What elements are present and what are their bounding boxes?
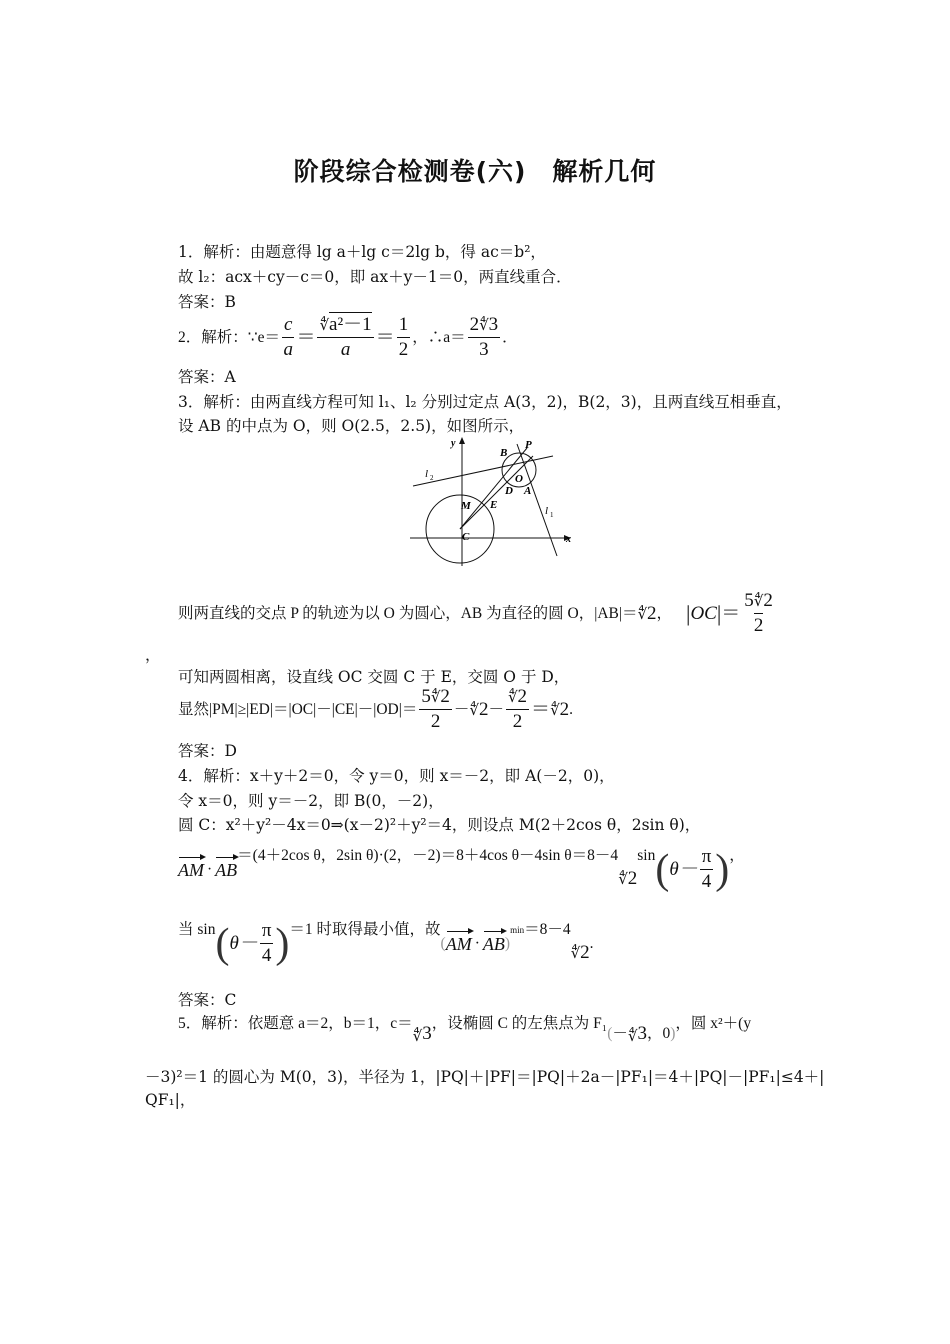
q1-text-1: 由题意得 lg a＋lg c＝2lg b，得 ac＝b²， bbox=[249, 243, 546, 261]
q4-line-1: 4．解析：x＋y＋2＝0，令 y＝0，则 x＝－2，即 A(－2，0)， bbox=[178, 767, 615, 785]
q2-frac-sqrt: $\frac{\text{∜a²－1}}{a}$ bbox=[319, 314, 372, 360]
label-e: E bbox=[490, 499, 498, 511]
vector-ab: AB bbox=[215, 859, 238, 880]
q3-line-1: 3．解析：由两直线方程可知 l₁、l₂ 分别过定点 A(3，2)，B(2，3)，且两直线互相垂直， bbox=[178, 393, 792, 411]
label-l1-sub: 1 bbox=[550, 511, 554, 519]
q3-comma: ， bbox=[145, 646, 161, 664]
line-l1 bbox=[517, 444, 557, 556]
label-d: D bbox=[505, 485, 513, 497]
q3-figure bbox=[405, 434, 580, 569]
q2-frac-c-a: $\frac{c}{a}$ bbox=[283, 314, 293, 360]
label-p: P bbox=[525, 439, 532, 451]
q5-line-1: 5．解析： 依题意 a＝2，b＝1，c＝ ∜ 3 ，设椭圆 C 的左焦点为 F₁ ( － ∜ 3 ，0 ) ，圆 x²＋(y bbox=[178, 1015, 752, 1045]
y-axis-arrow bbox=[459, 437, 465, 444]
q4-line-5: 当 sin ( θ－ $\frac{\pi}{4}$ ) ＝1 时取得最小值，故 ( AM · AB ) min ＝8－4 ∜ 2 . bbox=[178, 920, 594, 967]
line-cp bbox=[460, 448, 527, 529]
q4-label: 4．解析： bbox=[178, 767, 250, 785]
label-b: B bbox=[500, 447, 508, 459]
label-x: x bbox=[566, 534, 571, 545]
q3-frac-oc: $\frac{5∜2}{2}$ bbox=[744, 590, 773, 636]
q3-line-3: 则两直线的交点 P 的轨迹为以 O 为圆心，AB 为直径的圆 O，|AB|＝ ∜ 2 ， | OC | ＝ $\frac{5∜2}{2}$ bbox=[178, 590, 773, 636]
q2-label: 2．解析： bbox=[178, 328, 248, 346]
label-y: y bbox=[451, 438, 456, 449]
q3-line-4: 可知两圆相离，设直线 OC 交圆 C 于 E，交圆 O 于 D， bbox=[178, 668, 570, 686]
q3-line-5: 显然|PM|≥|ED|＝|OC|－|CE|－|OD|＝ $\frac{5∜2}{2}$ － ∜ 2 － $\frac{∜2}{2}$ ＝ ∜ 2 . bbox=[178, 686, 573, 732]
q4-line-2: 令 x＝0，则 y＝－2，即 B(0，－2)， bbox=[178, 792, 444, 810]
label-m: M bbox=[461, 500, 471, 512]
q2-frac-half: $\frac{1}{2}$ bbox=[398, 314, 409, 360]
line-oc bbox=[460, 456, 533, 529]
label-l1: l bbox=[545, 505, 549, 517]
q2-frac-result: $\frac{2∜3}{3}$ bbox=[469, 314, 499, 360]
q5-line-3: QF₁|， bbox=[145, 1091, 196, 1109]
label-l2: l bbox=[425, 468, 429, 480]
label-a: A bbox=[524, 485, 532, 497]
q5-label: 5．解析： bbox=[178, 1015, 248, 1032]
q5-line-2: －3)²＝1 的圆心为 M(0，3)，半径为 1，|PQ|＋|PF|＝|PQ|＋2a－|PF₁|＝4＋|PQ|－|PF₁|≤4＋| bbox=[145, 1068, 825, 1086]
q2-answer: 答案：A bbox=[178, 368, 236, 386]
q3-answer: 答案：D bbox=[178, 742, 237, 760]
q4-line-3: 圆 C：x²＋y²－4x＝0⇒(x－2)²＋y²＝4，则设点 M(2＋2cos θ，2sin θ)， bbox=[178, 816, 701, 834]
q2-line: 2．解析： ∵e＝ $\frac{c}{a}$ ＝ $\frac{\text{∜a²－1}}{a}$ ＝ $\frac{1}{2}$ ，∴a＝ $\frac{2∜3}{3}$ ． bbox=[178, 314, 518, 360]
page-title: 阶段综合检测卷(六) 解析几何 bbox=[293, 157, 657, 186]
label-l2-sub: 2 bbox=[430, 474, 434, 482]
q3-line-2: 设 AB 的中点为 O，则 O(2.5，2.5)，如图所示， bbox=[178, 417, 525, 435]
label-c: C bbox=[462, 531, 470, 543]
q1-line-1 bbox=[178, 242, 546, 262]
q1-label: 1．解析： bbox=[178, 243, 250, 261]
q2-because: ∵e＝ bbox=[247, 328, 281, 346]
q1-answer: 答案：B bbox=[178, 293, 236, 311]
q3-label: 3．解析： bbox=[178, 393, 250, 411]
label-o: O bbox=[515, 473, 523, 485]
q1-line-2: 故 l₂：acx＋cy－c＝0，即 ax＋y－1＝0，两直线重合． bbox=[178, 268, 572, 286]
vector-am: AM bbox=[178, 859, 204, 880]
q4-line-4: AM · AB ＝(4＋2cos θ，2sin θ)·(2，－2)＝8＋4cos θ－4sin θ＝8－4 ∜ 2 sin ( θ－ $\frac{\pi}{4}$ ) ， bbox=[178, 846, 745, 893]
q4-answer: 答案：C bbox=[178, 991, 237, 1009]
